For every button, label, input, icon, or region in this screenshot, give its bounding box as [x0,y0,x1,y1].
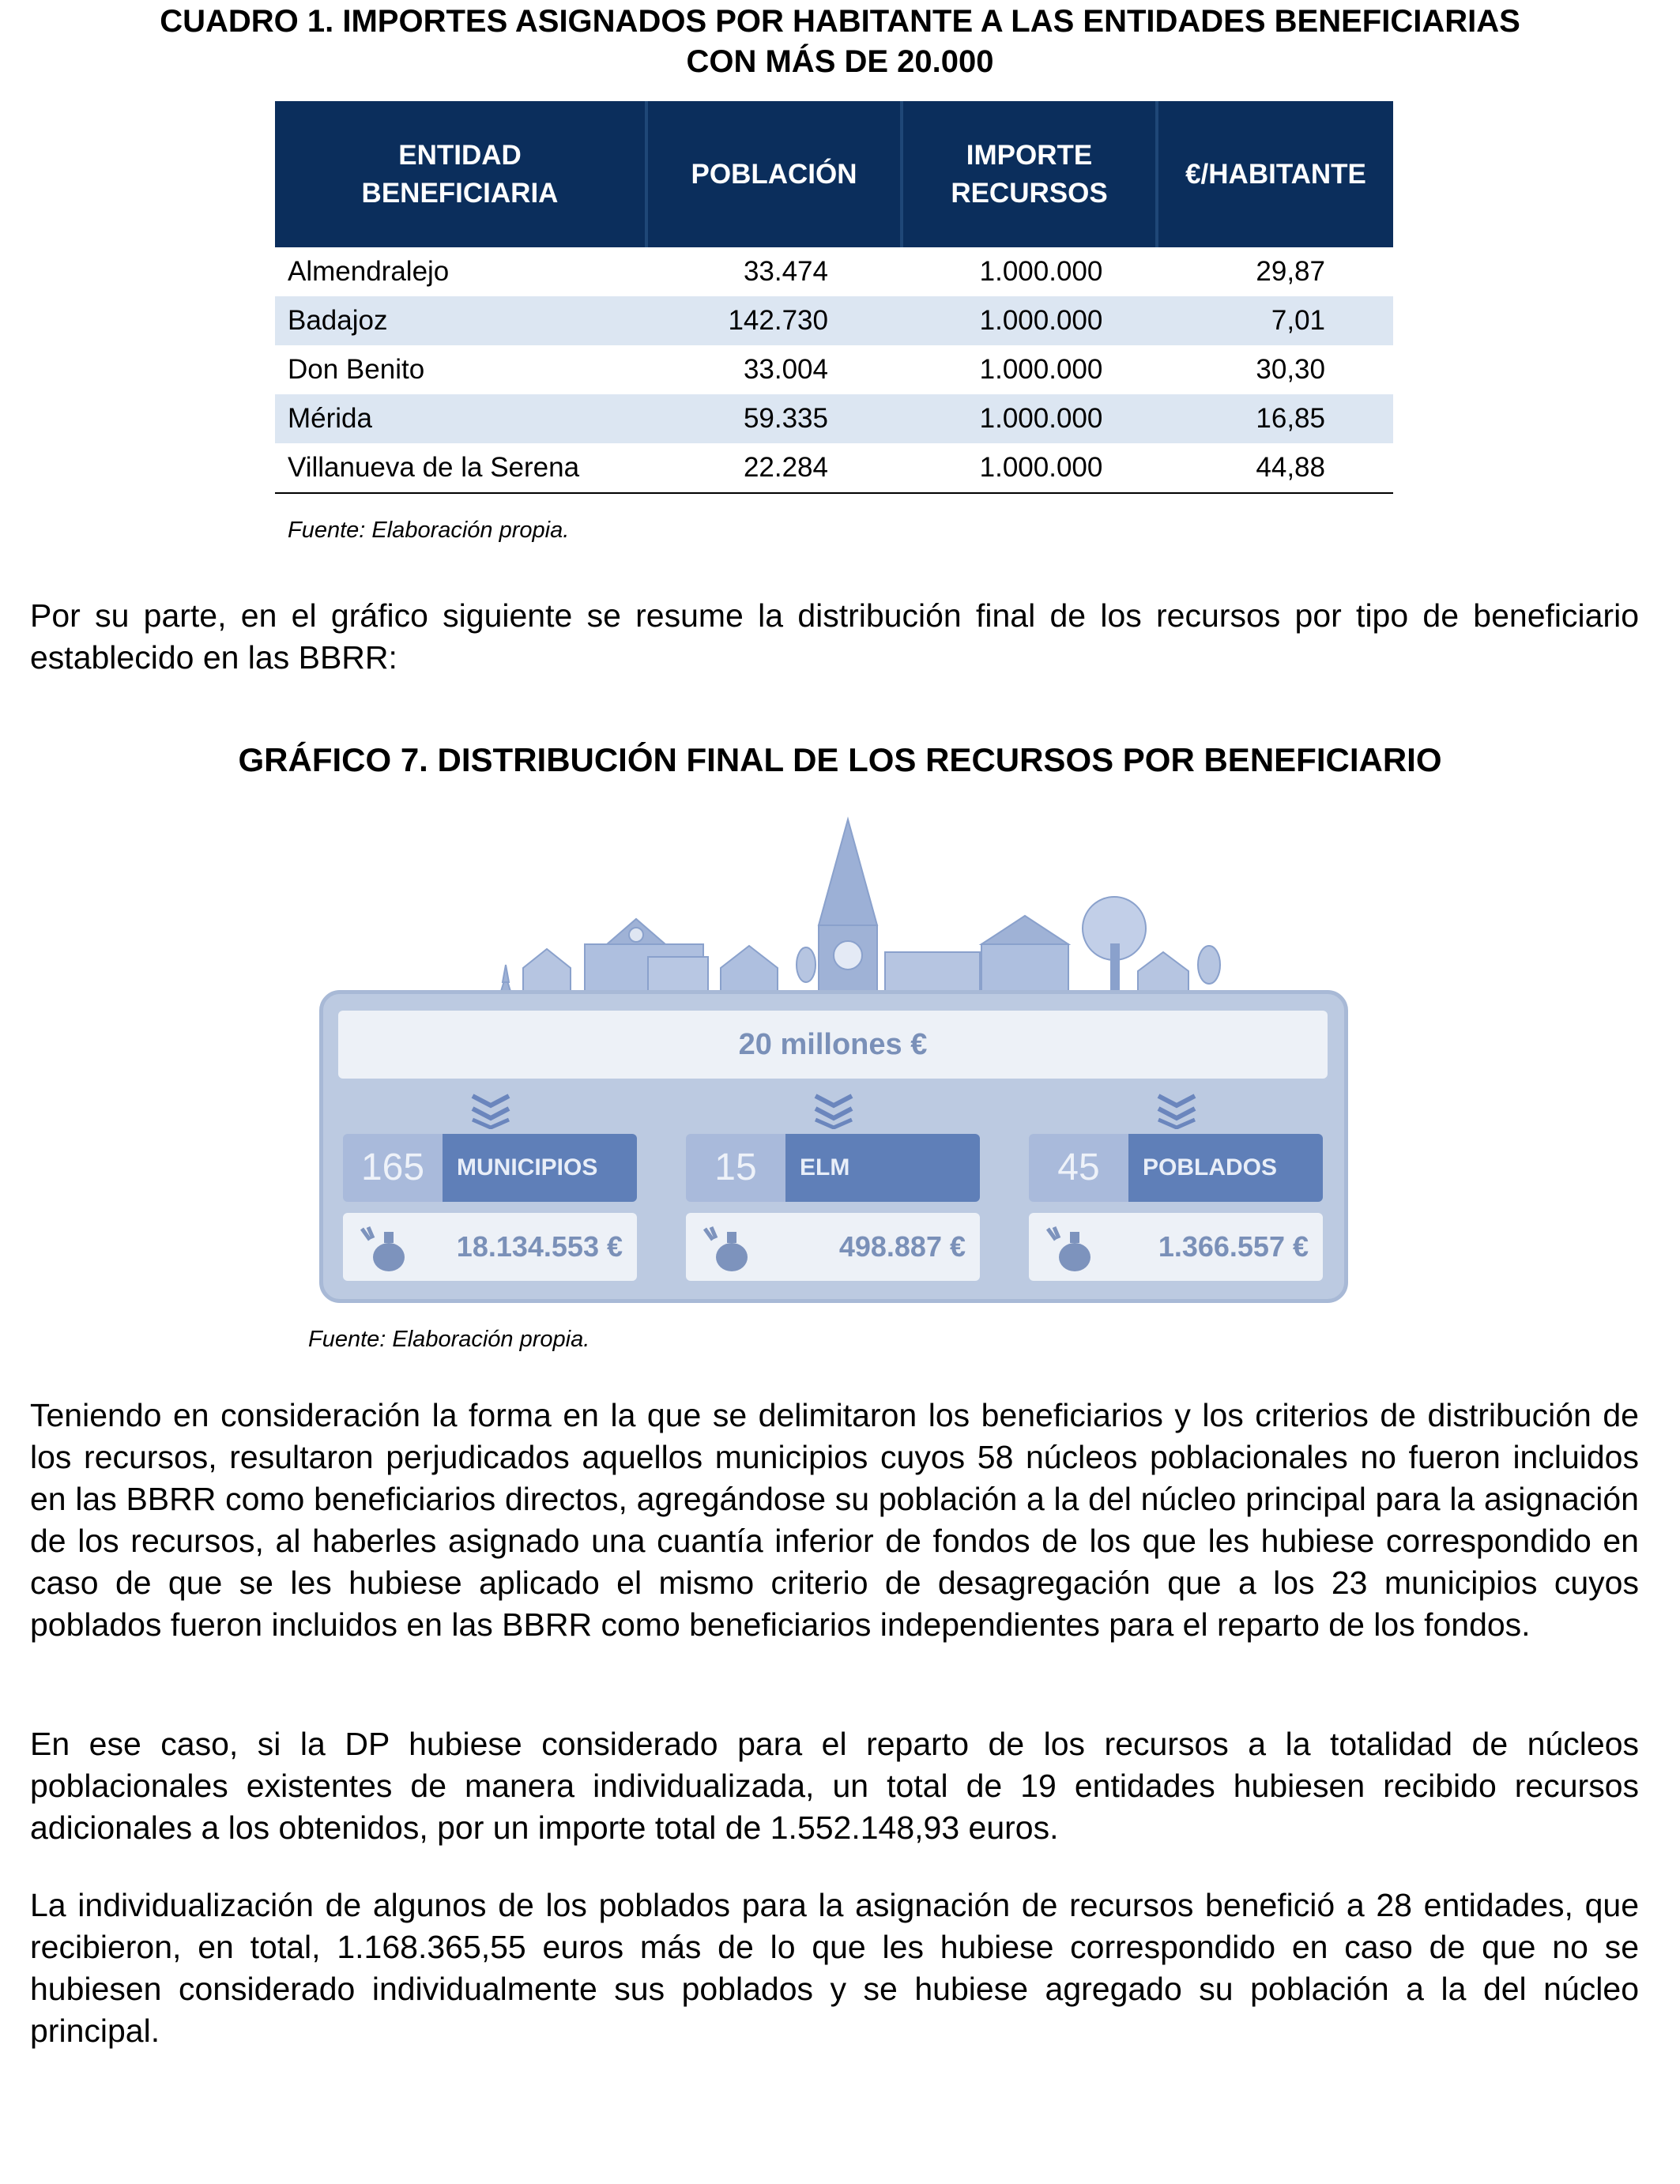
group-label: POBLADOS [1128,1134,1323,1202]
paragraph-intro: Por su parte, en el gráfico siguiente se resume la distribución final de los recursos por tipo de beneficiario establecido en las BBRR: [30,597,1639,676]
cell-entidad: Mérida [275,394,646,443]
cell-importe: 1.000.000 [979,256,1103,287]
group-count: 45 [1029,1134,1128,1202]
table-title [0,2,1680,82]
cell-importe: 1.000.000 [902,394,1157,443]
table-row [275,296,1393,345]
cell-poblacion: 22.284 [646,443,902,493]
cell-poblacion: 33.004 [743,354,828,385]
chevron-down-icon [1155,1091,1198,1129]
group-municipios-header [343,1134,637,1202]
cell-habitante: 44,88 [1157,443,1393,493]
cell-habitante: 7,01 [1157,296,1393,345]
header-importe: IMPORTE RECURSOS [902,101,1157,247]
cell-poblacion: 59.335 [646,394,902,443]
cell-entidad: Badajoz [275,296,646,345]
table-title-line-2: CON MÁS DE 20.000 [686,44,994,79]
header-entidad: ENTIDAD BENEFICIARIA [275,101,646,247]
cell-importe: 1.000.000 [902,443,1157,493]
money-bag-icon [354,1221,411,1273]
cell-entidad: Villanueva de la Serena [275,443,646,493]
chart-title: GRÁFICO 7. DISTRIBUCIÓN FINAL DE LOS RECURSOS POR BENEFICIARIO [238,741,1442,778]
group-count: 15 [686,1134,785,1202]
paragraph-perjudicados: Teniendo en consideración la forma en la que se delimitaron los beneficiarios y los criterios de distribución de los recursos, resultaron perjudicados aquellos municipios cuyos 58 núcleos poblacionales no fueron incluidos en las BBRR como beneficiarios directos, agregándose su población a la del núcleo principal para la asignación de los recursos, al haberles asignado una cuantía inferior de fondos de los que les hubiese correspondido en caso de que se les hubiese aplicado el mismo criterio de desagregación que a los 23 municipios cuyos poblados fueron incluidos en las BBRR como beneficiarios independientes para el reparto de los fondos. [30,1397,1639,1643]
table-source: Fuente: Elaboración propia. [288,518,570,543]
header-poblacion: POBLACIÓN [646,101,902,247]
cell-poblacion: 142.730 [646,296,902,345]
paragraph-recursos-adicionales: En ese caso, si la DP hubiese considerado para el reparto de los recursos a la totalidad de núcleos poblacionales existentes de manera individualizada, un total de 19 entidades hubiesen recibido recursos adicionales a los obtenidos, por un importe total de 1.552.148,93 euros. [30,1726,1639,1846]
group-elm-amount [686,1213,980,1281]
cell-importe: 1.000.000 [902,296,1157,345]
cell-poblacion: 33.474 [743,256,828,287]
header-habitante: €/HABITANTE [1157,101,1393,247]
cell-habitante: 30,30 [1256,354,1325,385]
group-municipios-amount [343,1213,637,1281]
cell-entidad: Almendralejo [288,256,450,287]
group-amount: 18.134.553 € [456,1230,623,1263]
chart-source: Fuente: Elaboración propia. [308,1327,590,1352]
group-poblados-header [1029,1134,1323,1202]
cell-habitante: 16,85 [1157,394,1393,443]
table-row [275,394,1393,443]
group-poblados-amount [1029,1213,1323,1281]
chevron-down-icon [812,1091,855,1129]
town-skyline-illustration [316,810,1351,1000]
total-amount-bar: 20 millones € [338,1011,1328,1079]
cell-importe: 1.000.000 [979,354,1103,385]
table-header-row [275,101,1393,247]
money-bag-icon [697,1221,754,1273]
chevron-down-icon [469,1091,512,1129]
group-elm-header [686,1134,980,1202]
table-row [275,247,1393,296]
distribution-infographic [316,810,1351,1308]
paragraph-individualizacion: La individualización de algunos de los poblados para la asignación de recursos benefició a 28 entidades, que recibieron, en total, 1.168.365,55 euros más de lo que les hubiese correspondido en caso de que no se hubiesen considerado individualmente sus poblados y se hubiese agregado su población a la del núcleo principal. [30,1887,1639,2049]
importes-table [275,101,1393,494]
group-count: 165 [343,1134,443,1202]
group-amount: 498.887 € [838,1230,966,1263]
table-row [275,345,1393,394]
cell-habitante: 29,87 [1256,256,1325,287]
group-amount: 1.366.557 € [1158,1230,1309,1263]
money-bag-icon [1040,1221,1097,1273]
group-label: MUNICIPIOS [443,1134,637,1202]
table-row [275,443,1393,493]
table-title-line-1: CUADRO 1. IMPORTES ASIGNADOS POR HABITANTE A LAS ENTIDADES BENEFICIARIAS [160,4,1520,39]
group-label: ELM [785,1134,980,1202]
cell-entidad: Don Benito [288,354,425,385]
